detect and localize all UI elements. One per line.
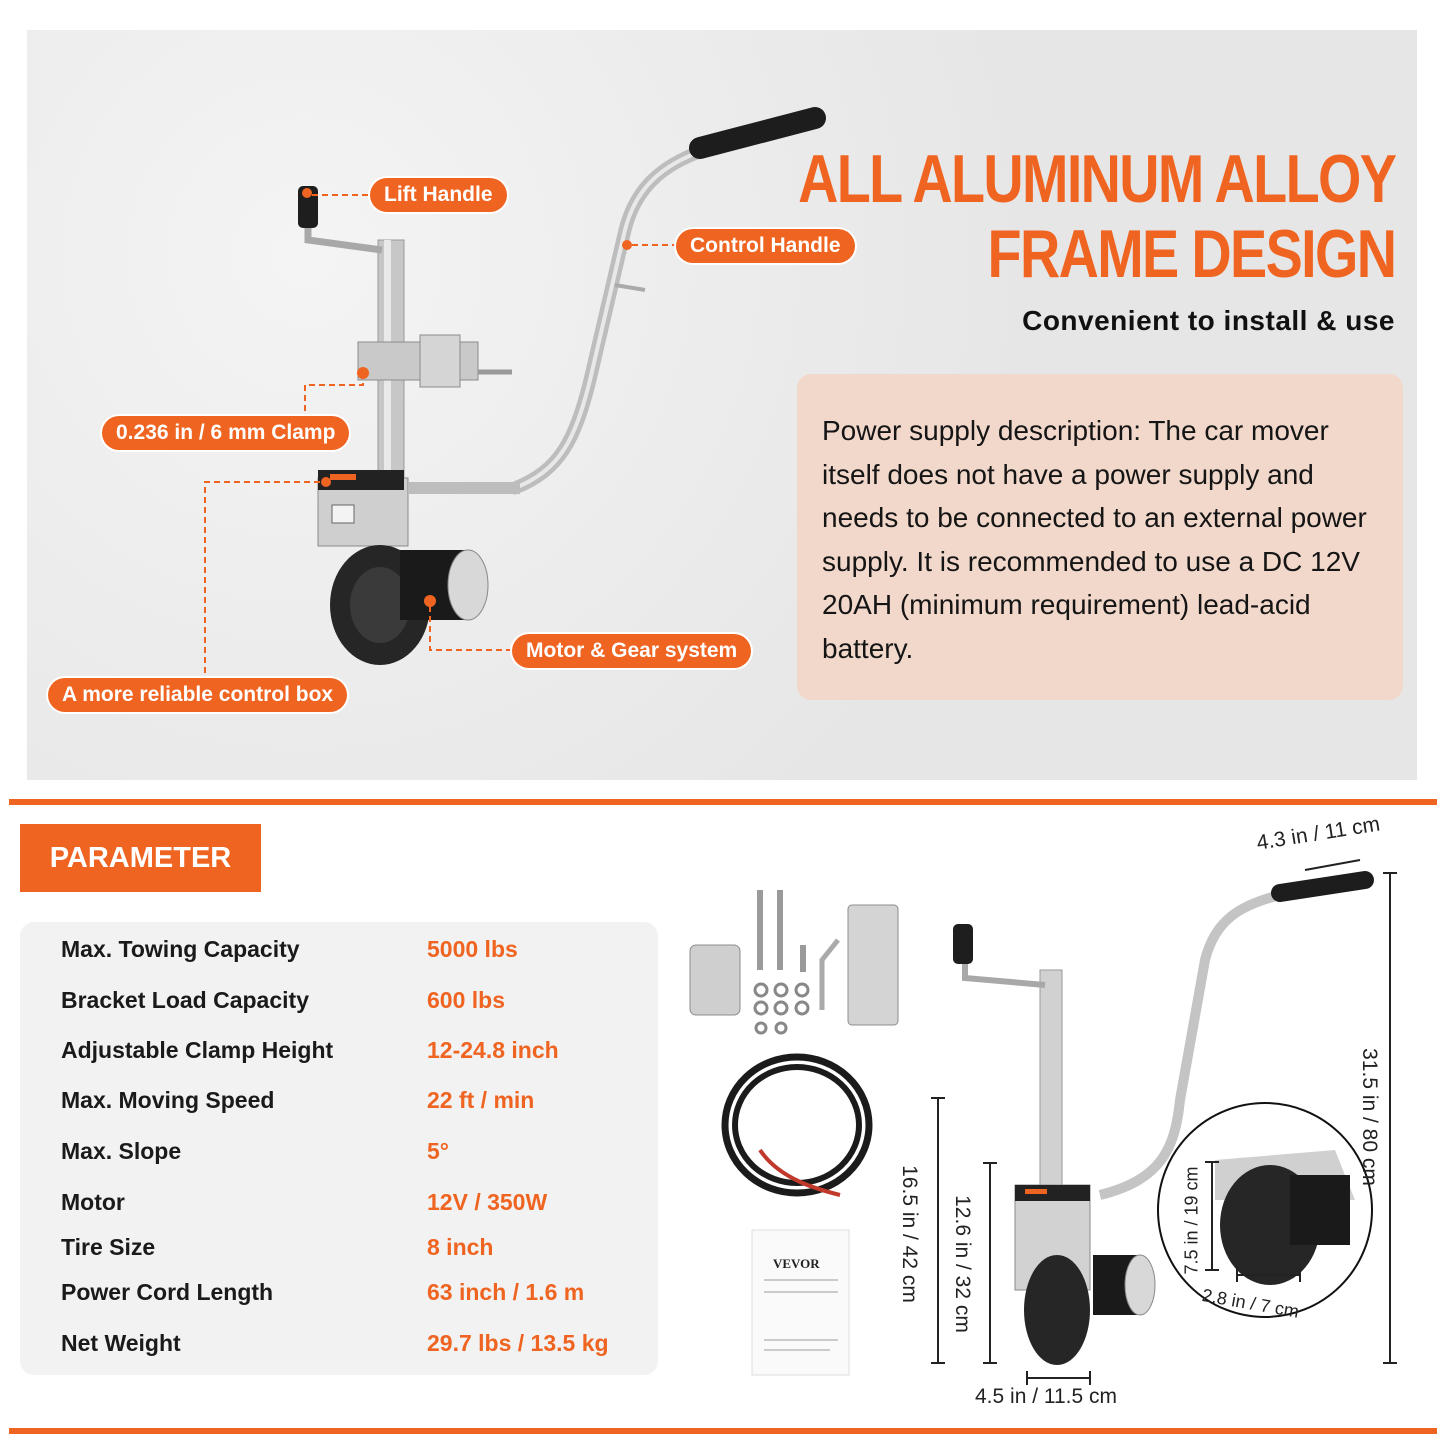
spec-value: 12-24.8 inch — [427, 1037, 559, 1063]
spec-label: Power Cord Length — [61, 1279, 274, 1305]
dim-jack-height: 16.5 in / 42 cm — [897, 1165, 921, 1303]
callout-lift-handle: Lift Handle — [370, 178, 507, 212]
dim-handle-grip: 4.3 in / 11 cm — [1255, 812, 1382, 855]
callout-control-handle: Control Handle — [676, 229, 855, 263]
spec-label: Max. Moving Speed — [61, 1087, 275, 1113]
dim-base-width: 4.5 in / 11.5 cm — [975, 1385, 1118, 1408]
spec-label: Net Weight — [61, 1330, 181, 1356]
dim-wheel-diameter: 7.5 in / 19 cm — [1181, 1166, 1202, 1275]
headline-line2: FRAME DESIGN — [987, 216, 1395, 292]
dim-wheel-width: 2.8 in / 7 cm — [1200, 1285, 1301, 1322]
spec-value: 5000 lbs — [427, 936, 518, 962]
dim-total-height: 31.5 in / 80 cm — [1357, 1048, 1381, 1186]
parameter-title: PARAMETER — [20, 824, 261, 892]
spec-label: Motor — [61, 1189, 125, 1215]
spec-value: 29.7 lbs / 13.5 kg — [427, 1330, 609, 1356]
spec-label: Bracket Load Capacity — [61, 987, 309, 1013]
spec-label: Adjustable Clamp Height — [61, 1037, 334, 1063]
headline-line1: ALL ALUMINUM ALLOY — [797, 141, 1395, 217]
spec-value: 5° — [427, 1138, 449, 1164]
callout-motor-gear: Motor & Gear system — [512, 634, 751, 668]
spec-label: Tire Size — [61, 1234, 156, 1260]
spec-label: Max. Slope — [61, 1138, 182, 1164]
spec-value: 22 ft / min — [427, 1087, 535, 1113]
callout-control-box: A more reliable control box — [48, 678, 347, 712]
spec-label: Max. Towing Capacity — [61, 936, 300, 962]
spec-value: 63 inch / 1.6 m — [427, 1279, 585, 1305]
power-supply-description: Power supply description: The car mover itself does not have a power supply and needs to be connected to an external power supply. It is recommended to use a DC 12V 20AH (minimum requirement) lead-acid battery. — [797, 374, 1403, 700]
spec-value: 8 inch — [427, 1234, 494, 1260]
spec-value: 12V / 350W — [427, 1189, 548, 1215]
dim-body-height: 12.6 in / 32 cm — [950, 1195, 974, 1333]
subheadline: Convenient to install & use — [1022, 305, 1395, 336]
callout-clamp: 0.236 in / 6 mm Clamp — [102, 416, 349, 450]
manual-brand: VEVOR — [773, 1256, 820, 1271]
spec-value: 600 lbs — [427, 987, 505, 1013]
